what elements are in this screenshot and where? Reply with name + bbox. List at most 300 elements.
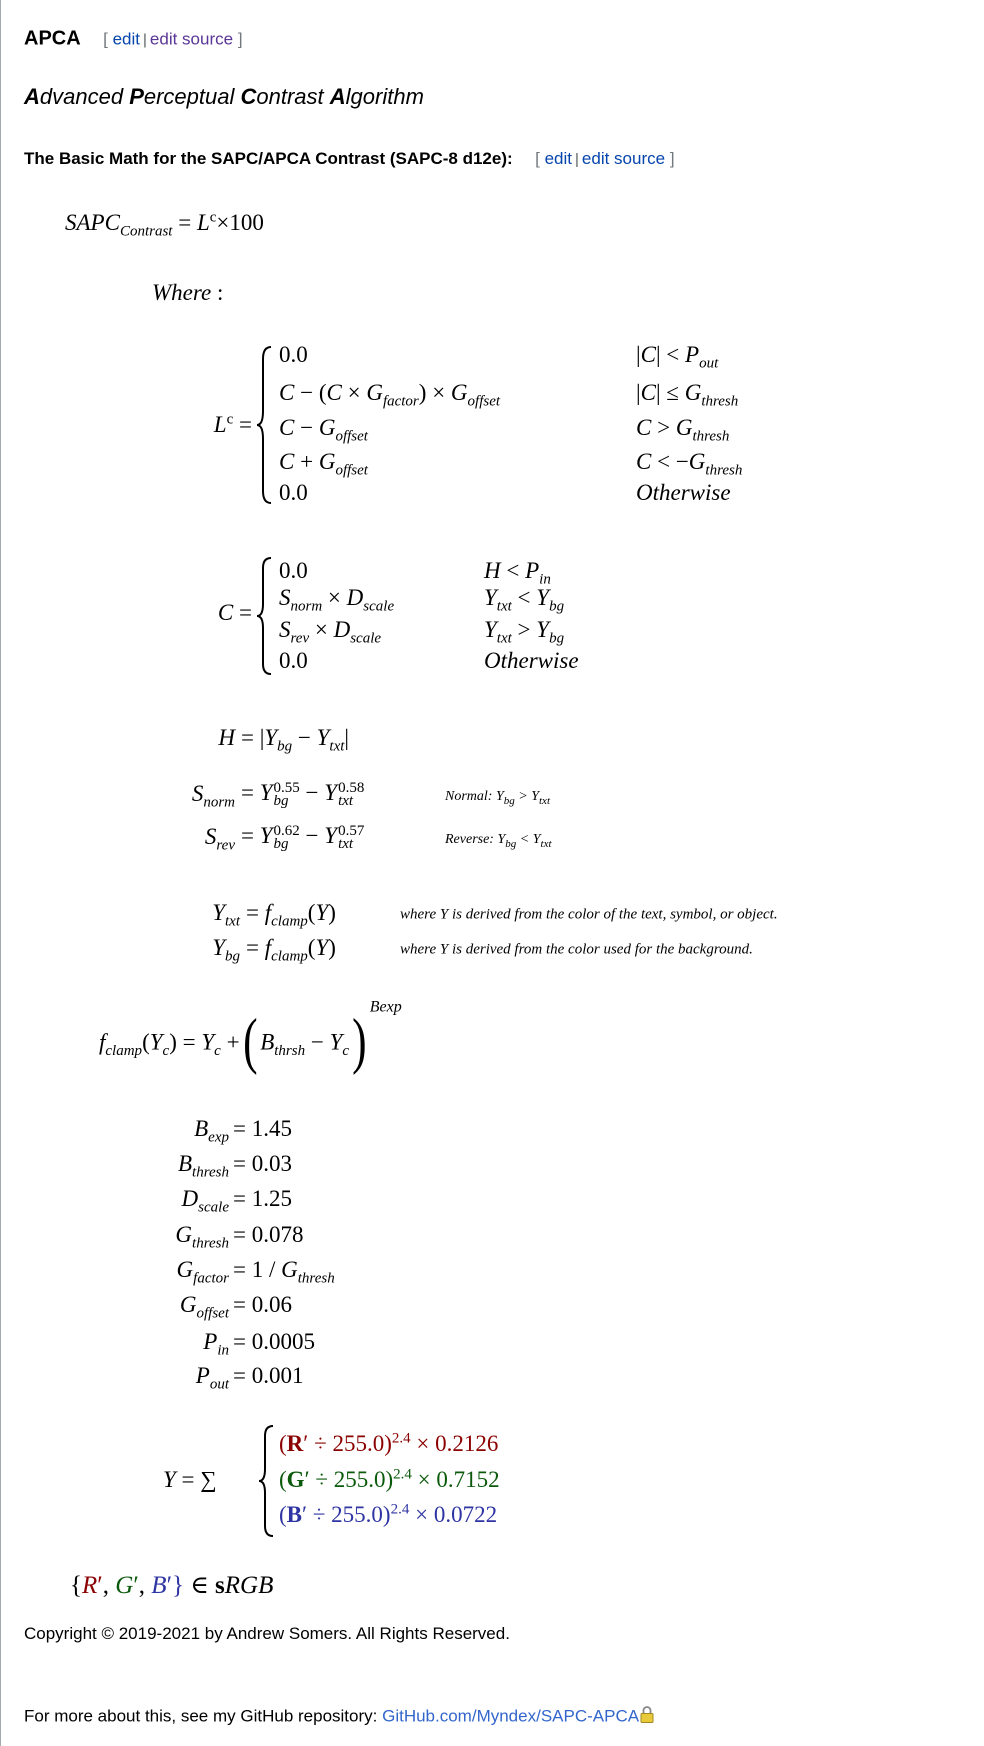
- edit-source-link[interactable]: edit source: [149, 29, 234, 49]
- snorm-rhs: [241, 780, 364, 808]
- math-token: C: [279, 380, 295, 405]
- math-token: ): [328, 935, 336, 960]
- math-subscript: txt: [496, 630, 512, 647]
- math-token: C: [326, 380, 342, 405]
- math-token: Y: [201, 1029, 215, 1054]
- lc-case-condition: [636, 380, 739, 410]
- math-token: C: [217, 600, 234, 625]
- math-superscript: 2.4: [393, 1466, 412, 1483]
- math-subscript: norm: [290, 598, 323, 615]
- bracket: [: [535, 149, 540, 168]
- math-token: Y: [149, 1029, 163, 1054]
- math-token: G: [318, 415, 336, 440]
- math-token: = 0.078: [233, 1222, 304, 1247]
- math-subscript: factor: [193, 1270, 229, 1287]
- lc-case-condition: [636, 480, 731, 506]
- math-token: ′: [166, 1572, 173, 1599]
- constant-value: [233, 1257, 335, 1287]
- constant-name: [194, 1116, 229, 1146]
- math-token: D: [346, 585, 364, 610]
- constant-value: [233, 1186, 292, 1212]
- math-superscript: 0.55: [273, 779, 300, 796]
- math-token: −: [299, 823, 325, 849]
- edit-links: [535, 149, 674, 168]
- math-supsub: [338, 779, 365, 809]
- c-case-condition: [484, 617, 565, 647]
- c-case-condition: [484, 585, 565, 615]
- math-subscript: scale: [363, 598, 395, 615]
- ybg-lhs: [212, 935, 240, 965]
- math-token: Y: [259, 780, 273, 806]
- math-token: G: [286, 1467, 305, 1492]
- lc-case-condition: [636, 342, 719, 372]
- math-token: ): [328, 900, 336, 925]
- math-token: f: [99, 1029, 106, 1054]
- math-subscript: rev: [216, 837, 235, 854]
- math-token: Y: [315, 900, 329, 925]
- math-superscript: 2.4: [391, 1430, 411, 1447]
- math-token: Y: [316, 725, 330, 750]
- subtitle: [24, 84, 424, 110]
- lock-icon: [640, 1706, 654, 1724]
- word: erceptual: [143, 84, 241, 109]
- math-token: Y: [536, 617, 550, 642]
- github-link[interactable]: GitHub.com/Myndex/SAPC-APCA: [382, 1706, 640, 1726]
- math-token: = 0.0005: [233, 1329, 315, 1354]
- math-token: ′: [133, 1572, 139, 1599]
- constant-name: [176, 1257, 229, 1287]
- math-token: P: [685, 342, 700, 367]
- math-token: |: [636, 342, 641, 367]
- math-token: Y: [531, 789, 539, 805]
- lc-case-condition: [636, 415, 730, 445]
- left-paren: (: [242, 1007, 258, 1076]
- section-title: The Basic Math for the SAPC/APCA Contrast (SAPC-8 d12e):: [24, 149, 513, 168]
- math-token: C: [640, 342, 656, 367]
- c-case-expression: [279, 648, 308, 674]
- math-token: =: [246, 935, 265, 960]
- constant-name: [175, 1222, 229, 1252]
- lc-case-condition: [636, 449, 743, 479]
- math-subscript: thresh: [192, 1164, 229, 1181]
- math-token: |: [636, 380, 641, 405]
- math-subscript: scale: [350, 630, 382, 647]
- srev-note: [445, 832, 552, 850]
- math-subscript: txt: [539, 794, 550, 807]
- math-subscript: in: [217, 1342, 229, 1359]
- math-token: | ≤: [655, 380, 685, 405]
- math-token: 0.0: [279, 558, 308, 583]
- math-token: {: [70, 1572, 82, 1599]
- word: dvanced: [39, 84, 130, 109]
- math-token: R: [286, 1431, 304, 1456]
- math-token: C: [279, 415, 295, 440]
- math-token: ′ ÷ 255.0): [302, 1502, 391, 1527]
- math-supsub: [338, 822, 365, 852]
- srgb-set: [70, 1570, 273, 1600]
- math-token: Y: [536, 585, 550, 610]
- math-token: Y: [532, 832, 541, 848]
- initial: P: [129, 84, 144, 109]
- math-token: S: [204, 824, 217, 849]
- github-text: For more about this, see my GitHub repository:: [24, 1706, 383, 1726]
- math-token: G: [176, 1257, 194, 1282]
- math-token: C: [640, 380, 656, 405]
- math-token: S: [279, 617, 291, 642]
- math-token: Bexp: [369, 998, 402, 1016]
- math-token: L: [196, 210, 210, 235]
- math-subscript: txt: [496, 598, 512, 615]
- math-subscript: scale: [198, 1199, 229, 1216]
- math-token: ) =: [169, 1029, 202, 1054]
- edit-links: [103, 30, 242, 49]
- math-token: ×100: [216, 210, 264, 235]
- math-token: ′: [97, 1572, 103, 1599]
- math-subscript: bg: [277, 738, 293, 755]
- fclamp-exponent: [370, 999, 402, 1017]
- left-brace-icon: [255, 345, 275, 505]
- left-brace-icon: [255, 556, 275, 676]
- math-token: G: [688, 449, 706, 474]
- math-token: Where: [152, 280, 212, 305]
- math-token: f: [264, 935, 272, 960]
- edit-source-link[interactable]: edit source: [581, 149, 666, 168]
- math-superscript: c: [209, 209, 217, 226]
- math-token: B: [260, 1029, 275, 1054]
- math-token: <: [500, 558, 526, 583]
- constant-name: [179, 1292, 229, 1322]
- math-token: Y: [163, 1467, 176, 1492]
- math-supsub: [273, 822, 300, 852]
- math-token: >: [511, 617, 537, 642]
- math-subscript: clamp: [105, 1042, 143, 1059]
- math-subscript: thresh: [692, 428, 730, 445]
- math-subscript: c: [342, 1042, 350, 1059]
- math-token: Normal:: [445, 789, 496, 805]
- math-subscript: txt: [540, 837, 552, 850]
- math-token: G: [318, 449, 336, 474]
- ysum-term: [279, 1502, 497, 1528]
- math-token: 0.0: [279, 480, 308, 505]
- math-token: =: [241, 823, 260, 849]
- ytxt-lhs: [212, 900, 240, 930]
- math-token: × 0.0722: [409, 1502, 498, 1527]
- math-token: S: [191, 781, 204, 806]
- lc-case-expression: [279, 449, 368, 479]
- math-token: × 0.2126: [410, 1431, 499, 1456]
- math-token: G: [281, 1257, 298, 1282]
- math-subscript: thresh: [297, 1270, 335, 1287]
- math-token: < −: [651, 449, 689, 474]
- srev-rhs: [241, 823, 364, 851]
- math-subscript: offset: [335, 462, 368, 479]
- math-superscript: 0.57: [338, 822, 365, 839]
- math-subscript: bg: [549, 630, 565, 647]
- math-token: 0.0: [279, 648, 308, 673]
- math-token: P: [525, 558, 540, 583]
- math-token: +: [220, 1029, 240, 1054]
- math-token: Y: [329, 1029, 343, 1054]
- math-subscript: offset: [196, 1305, 229, 1322]
- ybg-rhs: [246, 935, 336, 965]
- math-token: ×: [341, 380, 367, 405]
- edit-link[interactable]: edit: [544, 149, 573, 168]
- lc-lhs: [214, 412, 252, 438]
- math-token: −: [294, 415, 319, 440]
- math-token: Otherwise: [636, 480, 731, 505]
- math-token: H: [484, 558, 501, 583]
- constant-name: [181, 1186, 229, 1216]
- math-token: (: [307, 935, 316, 960]
- math-token: Y: [264, 725, 278, 750]
- math-token: Y: [484, 585, 497, 610]
- math-token: Y: [484, 617, 497, 642]
- constant-value: [233, 1363, 303, 1389]
- math-token: =: [172, 210, 197, 235]
- math-subscript: clamp: [271, 913, 308, 930]
- constant-name: [177, 1151, 229, 1181]
- c-case-condition: [484, 558, 551, 588]
- math-token: H: [218, 725, 235, 750]
- math-token: | <: [655, 342, 686, 367]
- math-subscript: txt: [338, 835, 354, 852]
- h-lhs: [218, 725, 235, 751]
- math-token: −: [292, 725, 317, 750]
- ysum-term: [279, 1467, 500, 1493]
- math-token: −: [299, 780, 325, 806]
- math-token: − (: [294, 380, 327, 405]
- fclamp-inner: [260, 1029, 350, 1059]
- math-token: ′ ÷ 255.0): [303, 1431, 392, 1456]
- math-subscript: txt: [329, 738, 345, 755]
- math-subscript: txt: [338, 792, 354, 809]
- math-token: (: [307, 900, 316, 925]
- math-token: ′ ÷ 255.0): [304, 1467, 394, 1492]
- math-token: Y: [495, 789, 504, 805]
- math-token: Reverse:: [445, 832, 498, 848]
- math-token: × 0.7152: [411, 1467, 500, 1492]
- math-supsub: [273, 779, 300, 809]
- math-token: G: [450, 380, 468, 405]
- math-token: f: [264, 900, 272, 925]
- math-token: = |: [241, 725, 265, 750]
- c-case-expression: [279, 617, 382, 647]
- ysum-lhs: [163, 1467, 217, 1493]
- math-token: B: [151, 1572, 167, 1599]
- math-token: C: [279, 449, 295, 474]
- where-label: [152, 280, 223, 306]
- math-token: Y: [324, 780, 338, 806]
- math-token: B: [177, 1151, 193, 1176]
- math-token: C: [636, 449, 652, 474]
- math-token: R: [82, 1572, 98, 1599]
- math-subscript: rev: [290, 630, 310, 647]
- math-token: B: [194, 1116, 209, 1141]
- c-case-expression: [279, 558, 308, 584]
- math-token: =: [246, 900, 265, 925]
- bracket: [: [103, 29, 108, 49]
- lc-case-expression: [279, 415, 368, 445]
- ytxt-rhs: [246, 900, 336, 930]
- math-token: ×: [309, 617, 334, 642]
- math-token: G: [115, 1572, 134, 1599]
- ysum-term: [279, 1431, 498, 1457]
- math-subscript: c: [214, 1042, 221, 1059]
- math-token: SAPC: [65, 210, 120, 235]
- math-token: |: [344, 725, 350, 750]
- bracket: ]: [237, 29, 243, 49]
- math-token: Y: [315, 935, 329, 960]
- word: ontrast: [256, 84, 330, 109]
- math-subscript: out: [699, 355, 719, 372]
- math-token: P: [195, 1363, 210, 1388]
- math-token: (: [279, 1467, 287, 1492]
- math-subscript: thrsh: [274, 1042, 306, 1059]
- math-token: L: [213, 412, 227, 437]
- math-token: >: [514, 789, 532, 805]
- section-header: [24, 149, 675, 169]
- math-token: s: [215, 1572, 225, 1599]
- math-superscript: 0.62: [273, 822, 300, 839]
- bracket: ]: [669, 149, 675, 168]
- constant-name: [195, 1363, 229, 1393]
- math-token: G: [366, 380, 383, 405]
- math-token: (: [142, 1029, 150, 1054]
- h-rhs: [241, 725, 350, 755]
- math-subscript: thresh: [192, 1235, 229, 1252]
- constant-value: [233, 1151, 292, 1177]
- math-token: = 0.001: [233, 1363, 304, 1388]
- math-subscript: factor: [382, 393, 419, 410]
- lc-case-expression: [279, 480, 308, 506]
- right-paren: ): [352, 1007, 367, 1076]
- math-subscript: c: [162, 1042, 170, 1059]
- math-subscript: bg: [225, 948, 240, 965]
- c-case-expression: [279, 585, 395, 615]
- math-token: (: [279, 1431, 287, 1456]
- ybg-note: [400, 942, 753, 959]
- math-token: 0.0: [279, 342, 308, 367]
- math-subscript: thresh: [705, 462, 743, 479]
- math-token: }: [172, 1572, 185, 1599]
- math-token: (: [279, 1502, 287, 1527]
- math-subscript: txt: [225, 913, 240, 930]
- initial: A: [24, 84, 40, 109]
- math-subscript: bg: [273, 792, 289, 809]
- page-header: [24, 28, 243, 51]
- math-token: where Y is derived from the color of the text, symbol, or object.: [400, 906, 778, 923]
- copyright: Copyright © 2019-2021 by Andrew Somers. All Rights Reserved.: [24, 1624, 510, 1643]
- math-subscript: offset: [335, 428, 368, 445]
- math-token: S: [279, 585, 291, 610]
- math-subscript: exp: [208, 1129, 229, 1146]
- edit-link[interactable]: edit: [112, 29, 141, 49]
- math-superscript: 0.58: [338, 779, 365, 796]
- math-token: D: [181, 1186, 199, 1211]
- snorm-lhs: [191, 781, 235, 811]
- math-token: G: [684, 380, 702, 405]
- math-token: <: [516, 832, 533, 848]
- math-token: Y: [259, 823, 273, 849]
- math-token: = 1.45: [233, 1116, 292, 1141]
- ytxt-note: [400, 907, 778, 924]
- math-token: G: [675, 415, 693, 440]
- separator: |: [143, 31, 147, 49]
- lc-case-expression: [279, 380, 501, 410]
- math-token: =: [233, 412, 252, 437]
- math-token: ∈: [184, 1572, 216, 1599]
- math-token: =: [233, 600, 252, 625]
- math-subscript: clamp: [271, 948, 308, 965]
- content-left-border: [0, 0, 1, 1746]
- math-token: B: [286, 1502, 303, 1527]
- math-token: +: [294, 449, 319, 474]
- math-token: Y: [212, 935, 225, 960]
- math-superscript: 2.4: [390, 1501, 410, 1518]
- initial: A: [329, 84, 346, 109]
- constant-value: [233, 1292, 292, 1318]
- math-subscript: thresh: [701, 393, 739, 410]
- math-token: G: [175, 1222, 193, 1247]
- math-token: ) ×: [418, 380, 451, 405]
- math-subscript: bg: [273, 835, 289, 852]
- math-token: C: [636, 415, 652, 440]
- c-case-condition: [484, 648, 579, 674]
- separator: |: [575, 151, 579, 168]
- left-brace-icon: [257, 1424, 277, 1538]
- c-lhs: [218, 600, 252, 626]
- math-token: G: [179, 1292, 197, 1317]
- constant-value: [233, 1116, 292, 1142]
- math-token: RGB: [224, 1572, 274, 1599]
- math-subscript: bg: [549, 598, 565, 615]
- snorm-note: [445, 789, 550, 807]
- math-token: Otherwise: [484, 648, 579, 673]
- math-token: Y: [212, 900, 225, 925]
- github-line: [24, 1706, 654, 1727]
- math-token: Y: [324, 823, 338, 849]
- fclamp-equation: [99, 998, 402, 1078]
- math-token: = 0.03: [233, 1151, 292, 1176]
- math-token: = ∑: [175, 1467, 217, 1492]
- math-subscript: out: [209, 1376, 229, 1393]
- math-token: ,: [102, 1572, 116, 1599]
- math-token: ×: [322, 585, 347, 610]
- math-token: P: [203, 1329, 218, 1354]
- constant-value: [233, 1222, 303, 1248]
- math-subscript: in: [539, 571, 551, 588]
- math-token: = 1 /: [233, 1257, 282, 1282]
- math-token: <: [511, 585, 537, 610]
- initial: C: [240, 84, 257, 109]
- fclamp-lhs: [99, 1029, 240, 1059]
- math-token: =: [241, 780, 260, 806]
- sapc-equation: [65, 209, 264, 240]
- math-token: D: [333, 617, 351, 642]
- math-subscript: bg: [503, 794, 515, 807]
- math-superscript: c: [226, 411, 234, 428]
- word: lgorithm: [345, 84, 424, 109]
- math-subscript: Contrast: [119, 223, 173, 240]
- math-token: where Y is derived from the color used for the background.: [400, 941, 753, 958]
- math-token: >: [651, 415, 676, 440]
- math-token: = 1.25: [233, 1186, 292, 1211]
- math-token: −: [305, 1029, 330, 1054]
- srev-lhs: [204, 824, 235, 854]
- math-token: :: [211, 280, 224, 305]
- math-token: Y: [497, 832, 506, 848]
- math-subscript: bg: [505, 837, 517, 850]
